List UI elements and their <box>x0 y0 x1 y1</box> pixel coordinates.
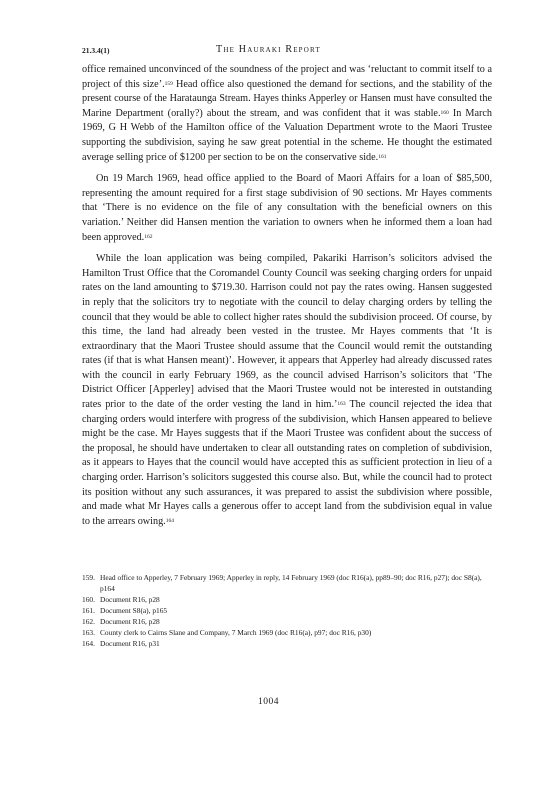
body-text <box>82 63 492 536</box>
running-head: The Hauraki Report <box>216 44 321 55</box>
footnote-number: 163. <box>82 628 95 637</box>
footnote-number: 164. <box>82 639 95 648</box>
footnote-text: Document R16, p28 <box>100 617 160 626</box>
footnote <box>82 594 492 605</box>
page-number: 1004 <box>258 697 279 707</box>
paragraph: office remained unconvinced of the soundness of the project and was ‘reluctant to commit itself to a project of this size’.$^{159}$ Head office also questioned the demand for sections, and the stability of the present course of the Harataunga Stream. Hayes thinks Apperley or Hansen must have consulted the Marine Department (orally?) about the stream, and was confident that it was stable.$^{160}$ In March 1969, G H Webb of the Hamilton office of the Valuation Department wrote to the Maori Trustee supporting the subdivision, saying he saw great potential in the scheme. He thought the estimated average selling price of $1200 per section to be on the conservative side.$^{161}$ <box>82 64 492 163</box>
footnotes <box>82 572 492 649</box>
section-number: 21.3.4(1) <box>82 46 110 55</box>
footnote-text: Document R16, p31 <box>100 639 160 648</box>
paragraph: While the loan application was being compiled, Pakariki Harrison’s solicitors advised the Hamilton Trust Office that the Coromandel County Council was seeking charging orders for unpaid rates on the land amounting to $719.30. Harrison could not pay the rates owing. Hansen suggested in reply that the solicitors try to negotiate with the council to delay charging orders by telling the council that they would be able to collect higher rates should the subdivision proceed. Of course, by this time, the land had already been vested in the trustee. Mr Hayes comments that ‘It is extraordinary that the Maori Trustee should assume that the Council would remit the outstanding rates (if that is what Hansen meant)’. However, it appears that Apperley had already discussed rates with the council in early February 1969, as the council advised Harrison’s solicitors that ‘The District Officer [Apperley] advised that the Maori Trustee would not be interested in outstanding rates prior to the date of the order vesting the land in him.’$^{163}$ The council rejected the idea that charging orders would interfere with progress of the subdivision, which Hansen appeared to believe might be the case. Mr Hayes suggests that if the Maori Trustee was confident about the success of the proposal, he should have undertaken to clear all outstanding rates on completion of subdivision, as it appears to Hayes that the council would have accepted this as sufficient protection in lieu of a charging order. Harrison’s solicitors suggested this course also. But, while the council had to protect its position without any such assurances, it was prepared to assist the subdivision where possible, and made what Mr Hayes calls a generous offer to accept land from the subdivision equal in value to the arrears owing.$^{164}$ <box>82 253 492 527</box>
footnote-text: Document R16, p28 <box>100 595 160 604</box>
footnote-number: 159. <box>82 573 95 582</box>
footnote-number: 162. <box>82 617 95 626</box>
footnote <box>82 627 492 638</box>
page-header <box>82 44 455 58</box>
footnote-ref: 161 <box>378 153 387 160</box>
footnote-text: Document S8(a), p165 <box>100 606 168 615</box>
footnote-ref: 160 <box>440 109 449 116</box>
footnote-ref: 163 <box>337 401 346 408</box>
paragraph: On 19 March 1969, head office applied to the Board of Maori Affairs for a loan of $85,500, representing the amount required for a first stage subdivision of 90 sections. Mr Hayes comments that ‘There is no evidence on the file of any consultation with the beneficial owners on this variation.’ Neither did Hansen mention the variation to owners when he informed them a loan had been approved.$^{162}$ <box>82 173 492 243</box>
footnote-text: Head office to Apperley, 7 February 1969; Apperley in reply, 14 February 1969 (doc R16(a), pp89–90; doc R16, p27); doc S8(a), p164 <box>100 573 482 593</box>
footnote <box>82 605 492 616</box>
footnote <box>82 572 492 594</box>
footnote-number: 160. <box>82 595 95 604</box>
footnote-ref: 162 <box>144 233 153 240</box>
footnote <box>82 638 492 649</box>
footnote-number: 161. <box>82 606 95 615</box>
footnote-ref: 164 <box>165 517 174 524</box>
footnote-ref: 159 <box>164 80 173 87</box>
footnote-text: County clerk to Cairns Slane and Company, 7 March 1969 (doc R16(a), p97; doc R16, p30) <box>100 628 372 637</box>
footnote <box>82 616 492 627</box>
